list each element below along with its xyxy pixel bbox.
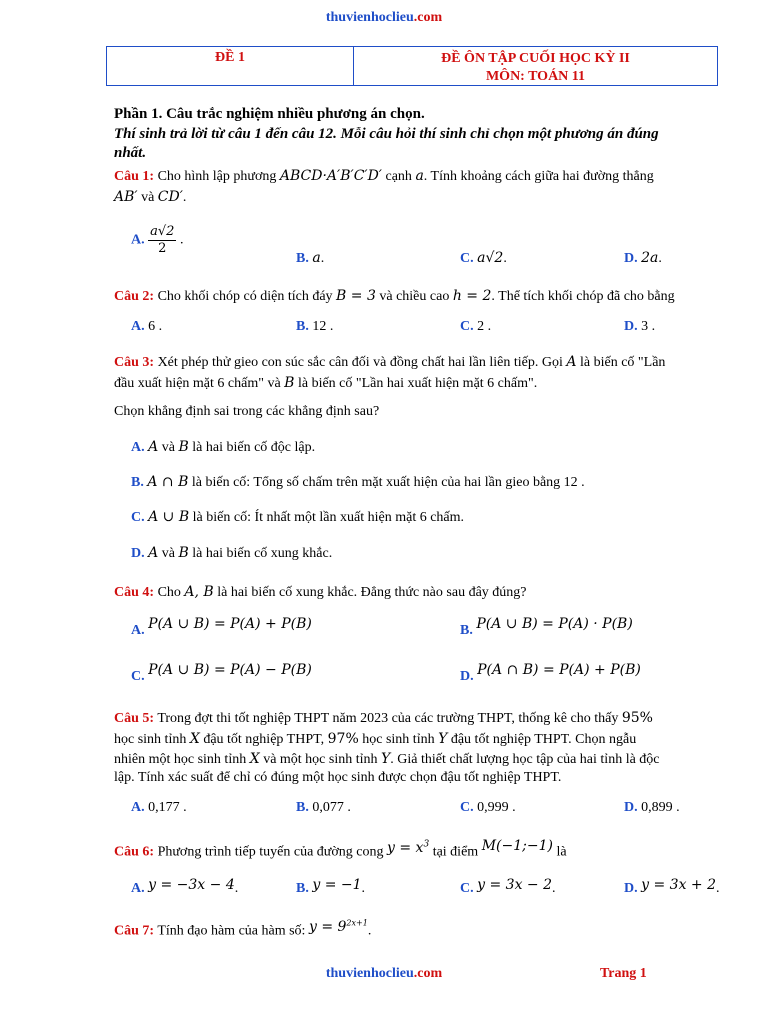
option-value: 2a [641, 250, 659, 266]
option-5c[interactable] [460, 800, 516, 816]
math-expr: B [284, 375, 295, 391]
math-expr: A [566, 354, 577, 370]
option-value: 3 . [641, 319, 656, 334]
exam-title [354, 50, 717, 86]
math-sup: 3 [423, 839, 430, 849]
option-value: 0,177 . [148, 800, 187, 815]
option-label: D. [131, 546, 145, 561]
option-text: là hai biến cố độc lập. [192, 440, 316, 455]
math-expr: AB′ [114, 189, 138, 205]
question-text: là [556, 844, 567, 860]
question-text: . [367, 923, 372, 939]
option-value: y = −1 [312, 877, 362, 893]
option-value: P(A ∩ B) = P(A) + P(B) [477, 662, 641, 678]
option-4b[interactable] [460, 616, 633, 639]
option-value: P(A ∪ B) = P(A) − P(B) [148, 662, 312, 678]
option-label: D. [624, 800, 638, 815]
option-end: . [320, 251, 325, 266]
page-number: Trang 1 [600, 966, 647, 981]
question-label: Câu 2: [114, 289, 155, 304]
question-5-line3 [114, 751, 660, 768]
option-1b[interactable] [296, 250, 324, 267]
question-text: và [141, 190, 155, 205]
option-value: a [312, 250, 321, 266]
question-5-line4: lập. Tính xác suất để chỉ có đúng một học sinh được chọn đậu tốt nghiệp THPT. [114, 770, 562, 785]
title-box [106, 46, 718, 86]
option-1d[interactable] [624, 250, 662, 267]
math-expr: M(−1;−1) [481, 837, 553, 854]
question-text: học sinh tỉnh [362, 732, 435, 747]
site-footer [0, 966, 768, 982]
option-text: và [161, 440, 175, 455]
option-label: B. [460, 623, 473, 638]
math-expr: CD′ [157, 189, 183, 205]
math-expr: B [178, 545, 189, 561]
question-label: Câu 6: [114, 844, 155, 860]
option-label: C. [131, 510, 145, 525]
question-3-prompt: Chọn khẳng định sai trong các khẳng định sau? [114, 404, 380, 419]
math-sup: 2x+1 [346, 918, 368, 927]
question-6 [114, 837, 567, 861]
option-label: A. [131, 800, 145, 815]
option-4a[interactable] [131, 616, 312, 639]
math-expr: B [178, 439, 189, 455]
option-text: và [161, 546, 175, 561]
option-6a[interactable] [131, 877, 239, 897]
option-label: D. [624, 251, 638, 266]
question-label: Câu 4: [114, 585, 155, 600]
exam-title-line1: ĐỀ ÔN TẬP CUỐI HỌC KỲ II [441, 51, 630, 66]
option-label: B. [131, 475, 144, 490]
question-text: . Giả thiết chất lượng học tập của hai tỉnh là độc [390, 752, 660, 767]
option-text: là biến cố: Ít nhất một lần xuất hiện mặt 6 chấm. [192, 510, 465, 525]
option-2a[interactable] [131, 319, 162, 335]
option-value: P(A ∪ B) = P(A) · P(B) [476, 616, 633, 632]
option-1c[interactable] [460, 250, 507, 267]
question-text: và một học sinh tỉnh [263, 752, 378, 767]
option-text: là hai biến cố xung khắc. [192, 546, 333, 561]
exam-subject: MÔN: TOÁN 11 [485, 69, 586, 84]
question-label: Câu 5: [114, 711, 155, 726]
question-5 [114, 710, 653, 727]
part1-title: Phần 1. Câu trắc nghiệm nhiều phương án chọn. [114, 106, 425, 122]
option-end: . [503, 251, 507, 266]
question-text: là biến cố "Lần hai xuất hiện mặt 6 chấm". [297, 376, 538, 391]
math-expr: Y [381, 751, 391, 767]
option-text: là biến cố: Tổng số chấm trên mặt xuất hiện của hai lần gieo bằng 12 . [191, 475, 585, 490]
part1-instruction-line1: Thí sinh trả lời từ câu 1 đến câu 12. Mỗi câu hỏi thí sinh chỉ chọn một phương án đúng [114, 126, 659, 142]
exam-number: ĐỀ 1 [215, 50, 245, 65]
question-text: tại điểm [432, 844, 479, 860]
question-text: là biến cố "Lần [580, 355, 666, 370]
option-label: B. [296, 881, 309, 896]
question-text: đậu tốt nghiệp THPT. Chọn ngẫu [450, 732, 637, 747]
question-text: học sinh tỉnh [114, 732, 187, 747]
option-value: y = −3x − 4 [148, 877, 235, 893]
math-expr: A ∩ B [147, 474, 189, 490]
math-expr: 97% [327, 731, 359, 747]
option-end: . [552, 881, 556, 896]
option-value: 6 . [148, 319, 163, 334]
math-expr [309, 919, 368, 935]
question-label: Câu 1: [114, 169, 155, 184]
option-end: . [361, 881, 366, 896]
option-label: C. [460, 800, 474, 815]
option-5b[interactable] [296, 800, 351, 816]
site-name: thuvienhoclieu [325, 10, 414, 25]
question-text: đậu tốt nghiệp THPT, [203, 732, 325, 747]
option-5d[interactable] [624, 800, 680, 816]
question-text: . [182, 190, 187, 205]
math-base: y = x [387, 839, 424, 856]
math-expr: a [415, 168, 424, 184]
option-3d[interactable] [131, 545, 332, 562]
math-expr: A, B [184, 584, 214, 600]
option-2b[interactable] [296, 319, 333, 335]
option-6d[interactable] [624, 877, 720, 897]
question-text: cạnh [385, 169, 412, 184]
option-value: 0,077 . [312, 800, 351, 815]
question-label: Câu 3: [114, 355, 155, 370]
option-value: 0,899 . [641, 800, 680, 815]
option-4d[interactable] [460, 662, 641, 685]
option-value: 0,999 . [477, 800, 516, 815]
option-label: D. [460, 669, 474, 684]
math-expr: Y [438, 731, 448, 747]
question-text: Cho [157, 585, 181, 600]
question-text: . Thể tích khối chóp đã cho bằng [491, 289, 675, 304]
option-value: y = 3x − 2 [477, 877, 553, 893]
option-value: 2 . [477, 319, 492, 334]
question-text: Cho khối chóp có diện tích đáy [157, 289, 333, 304]
question-1 [114, 168, 654, 185]
question-text: Tính đạo hàm của hàm số: [157, 923, 306, 939]
option-3b[interactable] [131, 474, 585, 491]
site-ext: .com [413, 10, 443, 25]
question-3-line2 [114, 375, 537, 392]
footer-site-name: thuvienhoclieu [325, 966, 414, 981]
option-end: . [658, 251, 662, 266]
footer-site-ext: .com [413, 966, 443, 981]
question-label: Câu 7: [114, 923, 155, 939]
part1-instruction-line2: nhất. [114, 145, 147, 161]
question-text: Phương trình tiếp tuyến của đường cong [157, 844, 384, 860]
option-label: C. [131, 669, 145, 684]
option-label: A. [131, 881, 145, 896]
fraction-numerator: a√2 [150, 224, 175, 239]
question-text: và chiều cao [379, 289, 450, 304]
site-header [0, 10, 768, 26]
option-label: A. [131, 232, 145, 248]
option-label: A. [131, 319, 145, 334]
fraction [148, 224, 176, 257]
question-3 [114, 354, 665, 371]
option-3c[interactable] [131, 509, 464, 526]
option-6b[interactable] [296, 877, 366, 897]
option-end: . [716, 881, 720, 896]
option-4c[interactable] [131, 662, 312, 685]
math-expr: ABCD·A′B′C′D′ [279, 168, 382, 184]
option-label: B. [296, 251, 309, 266]
question-4 [114, 584, 527, 601]
math-expr: A [148, 439, 159, 455]
option-label: D. [624, 881, 638, 896]
option-2d[interactable] [624, 319, 655, 335]
math-expr: h = 2 [452, 288, 492, 304]
option-end: . [234, 881, 239, 896]
question-text: Xét phép thử gieo con súc sắc cân đối và đồng chất hai lần liên tiếp. Gọi [157, 355, 563, 370]
option-end: . [179, 232, 184, 248]
math-expr: B = 3 [336, 288, 376, 304]
question-text: Cho hình lập phương [157, 169, 277, 184]
option-5a[interactable] [131, 800, 187, 816]
option-value: y = 3x + 2 [641, 877, 717, 893]
math-expr [387, 840, 429, 856]
option-label: A. [131, 440, 145, 455]
option-value: 12 . [312, 319, 334, 334]
option-label: C. [460, 881, 474, 896]
math-expr: A [148, 545, 159, 561]
option-2c[interactable] [460, 319, 491, 335]
math-expr: X [249, 751, 260, 767]
option-label: D. [624, 319, 638, 334]
question-5-line2 [114, 731, 636, 748]
option-value: a√2 [477, 250, 504, 266]
math-expr: A ∪ B [148, 509, 190, 525]
option-label: C. [460, 251, 474, 266]
question-1-line2 [114, 189, 186, 206]
question-text: nhiên một học sinh tỉnh [114, 752, 247, 767]
math-expr: X [189, 731, 200, 747]
option-label: A. [131, 623, 145, 638]
option-label: B. [296, 800, 309, 815]
option-6c[interactable] [460, 877, 556, 897]
question-text: Trong đợt thi tốt nghiệp THPT năm 2023 của các trường THPT, thống kê cho thấy [157, 711, 619, 726]
option-3a[interactable] [131, 439, 315, 456]
question-7 [114, 918, 372, 940]
question-text: đầu xuất hiện mặt 6 chấm" và [114, 376, 281, 391]
option-label: B. [296, 319, 309, 334]
question-2 [114, 288, 675, 305]
math-expr: 95% [621, 710, 653, 726]
option-value: P(A ∪ B) = P(A) + P(B) [148, 616, 312, 632]
fraction-denominator: 2 [158, 241, 167, 256]
option-label: C. [460, 319, 474, 334]
question-text: . Tính khoảng cách giữa hai đường thẳng [423, 169, 654, 184]
question-text: là hai biến cố xung khắc. Đẳng thức nào sau đây đúng? [217, 585, 527, 600]
option-1a[interactable] [131, 224, 183, 257]
math-base: y = 9 [308, 918, 347, 935]
